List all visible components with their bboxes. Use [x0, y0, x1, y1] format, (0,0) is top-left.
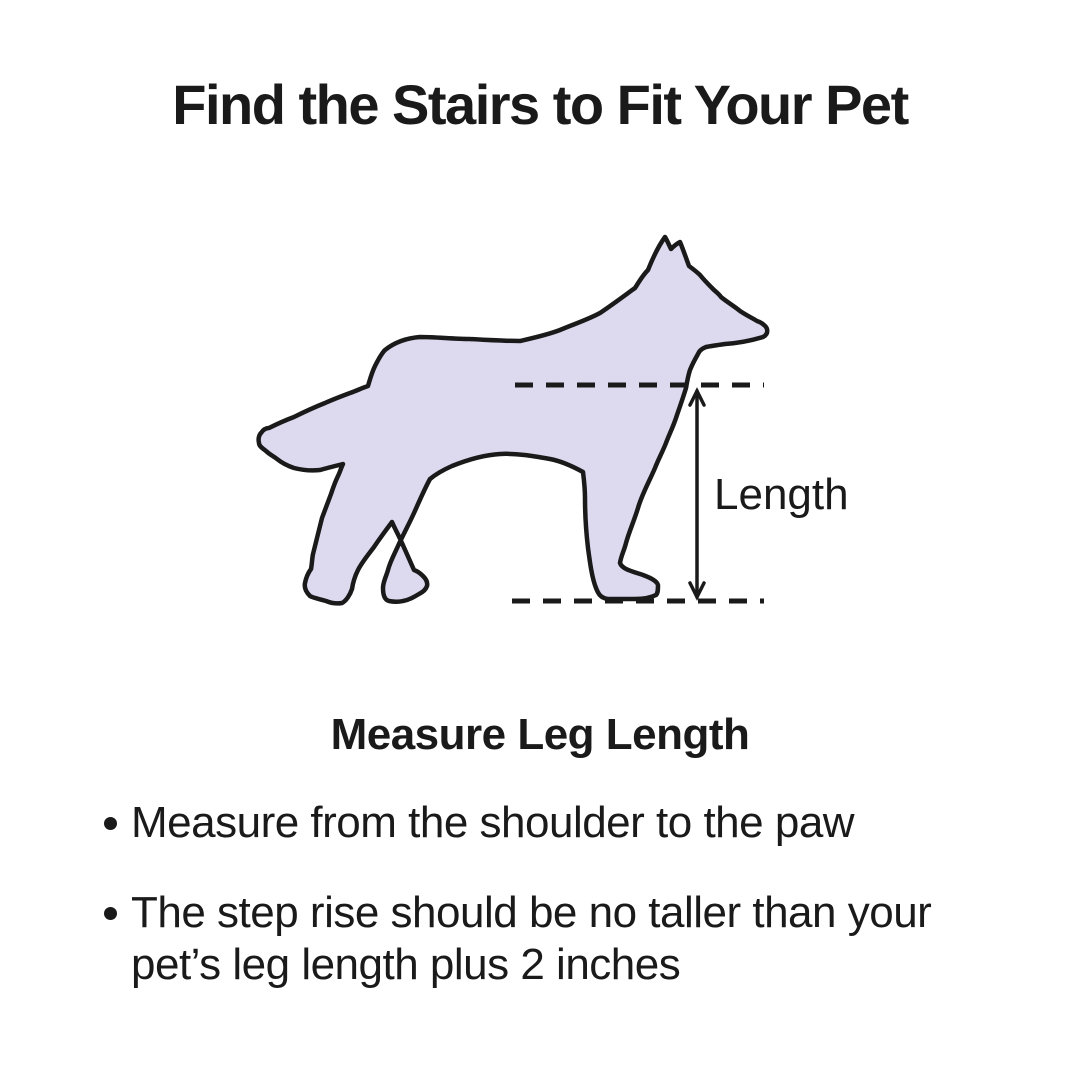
length-label: Length	[714, 470, 849, 519]
bullet-text: Measure from the shoulder to the paw	[131, 798, 855, 847]
instruction-list	[104, 797, 1014, 991]
bullet-marker	[104, 817, 117, 830]
dog-measurement-illustration	[250, 223, 880, 618]
section-heading: Measure Leg Length	[330, 710, 750, 759]
dog-silhouette	[259, 237, 768, 603]
list-item	[104, 797, 1014, 849]
page-title: Find the Stairs to Fit Your Pet	[172, 73, 908, 136]
measurement-diagram	[250, 223, 880, 618]
bullet-text: The step rise should be no taller than your pet’s leg length plus 2 inches	[131, 888, 932, 989]
list-item	[104, 887, 1014, 991]
bullet-marker	[104, 907, 117, 920]
length-arrow	[690, 391, 704, 597]
